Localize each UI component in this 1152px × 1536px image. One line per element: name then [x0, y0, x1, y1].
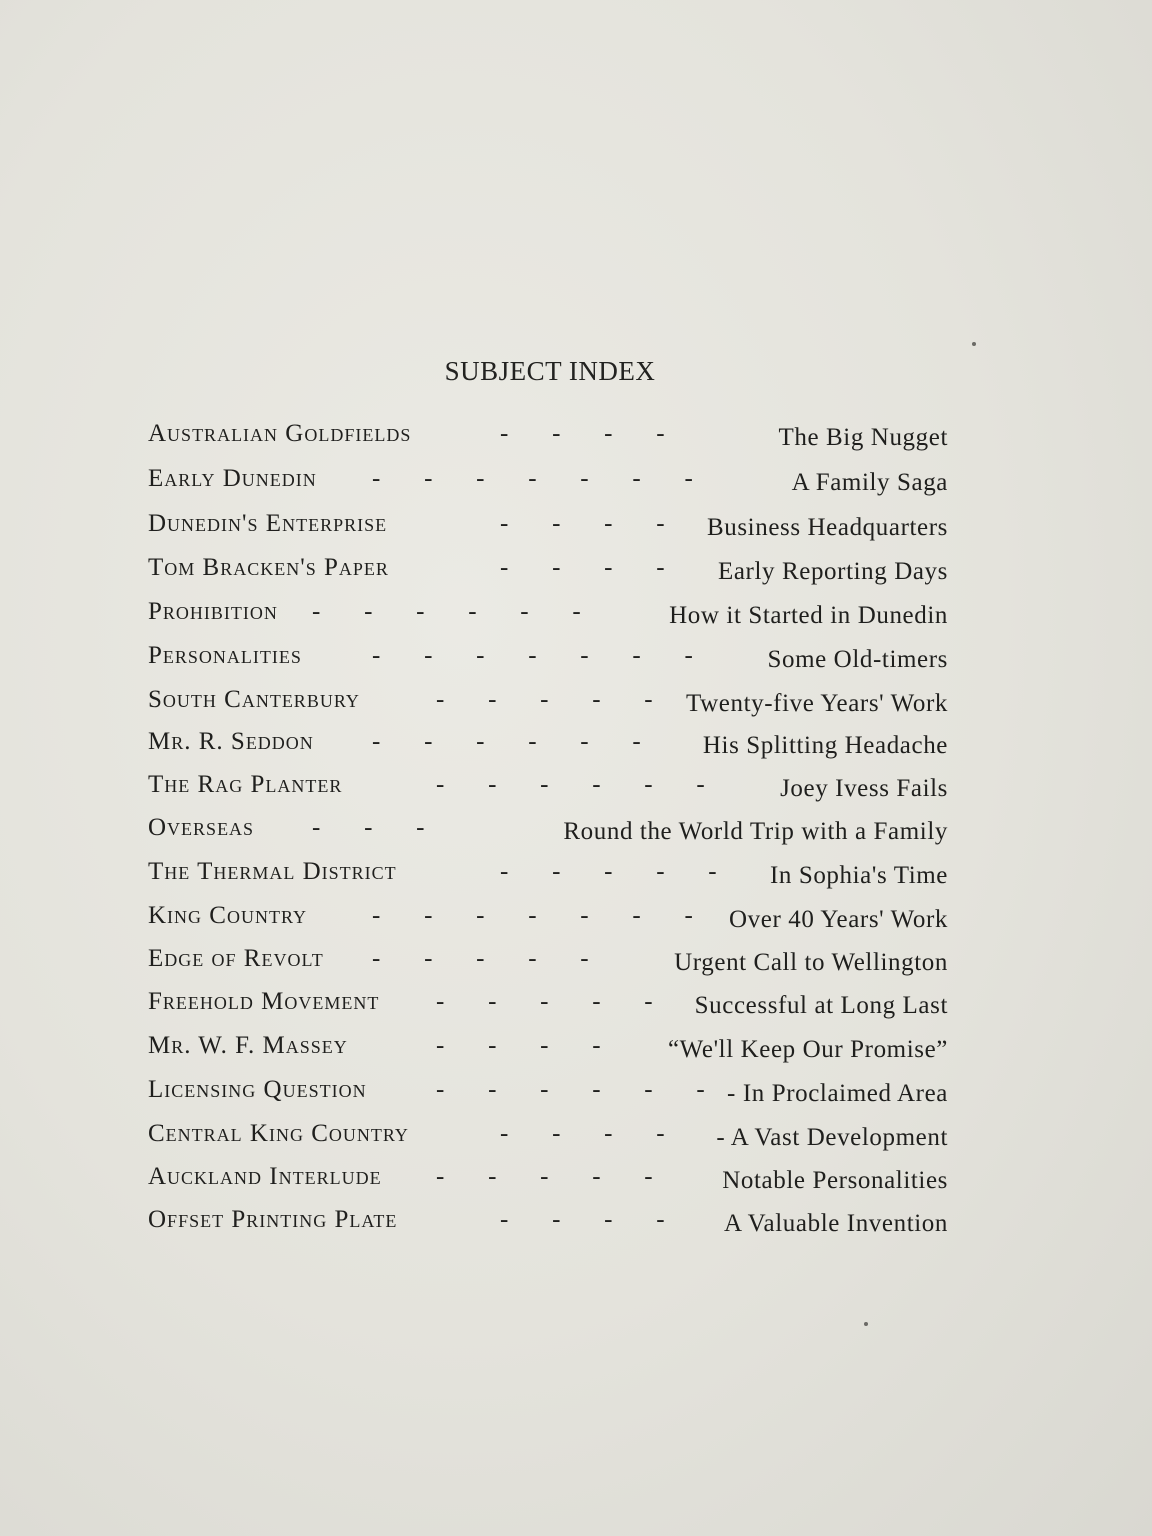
entry-description: - In Proclaimed Area: [727, 1080, 948, 1107]
entry-leader-dashes: - - - -: [500, 420, 665, 447]
entry-leader-dashes: - - - - - - -: [372, 465, 693, 492]
entry-description: The Big Nugget: [778, 424, 948, 451]
index-entry: [0, 598, 1152, 638]
entry-description: Notable Personalities: [722, 1167, 948, 1194]
paper-speck: [972, 342, 976, 346]
entry-description: Joey Ivess Fails: [780, 775, 948, 802]
entry-subject: Mr. R. Seddon: [148, 728, 314, 755]
entry-description: Round the World Trip with a Family: [563, 818, 948, 845]
entry-subject: South Canterbury: [148, 686, 360, 713]
entry-subject: The Rag Planter: [148, 771, 343, 798]
entry-leader-dashes: - - - - - -: [372, 728, 641, 755]
entry-subject: Auckland Interlude: [148, 1163, 382, 1190]
entry-description: How it Started in Dunedin: [669, 602, 948, 629]
index-entry: [0, 728, 1152, 768]
index-entry: [0, 945, 1152, 985]
index-entry: [0, 988, 1152, 1028]
entry-subject: King Country: [148, 902, 307, 929]
entry-leader-dashes: - - - - -: [436, 1163, 653, 1190]
index-entry: [0, 1120, 1152, 1160]
entry-subject: The Thermal District: [148, 858, 397, 885]
index-entry: [0, 420, 1152, 460]
entry-description: “We'll Keep Our Promise”: [667, 1036, 948, 1063]
paper-speck: [864, 1322, 868, 1326]
entry-description: Twenty-five Years' Work: [686, 690, 948, 717]
entry-description: In Sophia's Time: [769, 862, 948, 889]
entry-leader-dashes: - - - - -: [436, 686, 653, 713]
entry-leader-dashes: - - - -: [500, 1120, 665, 1147]
entry-leader-dashes: - - - - -: [436, 988, 653, 1015]
index-entry: [0, 858, 1152, 898]
entry-subject: Australian Goldfields: [148, 420, 412, 447]
entry-description: A Valuable Invention: [724, 1210, 948, 1237]
entry-subject: Edge of Revolt: [148, 945, 324, 972]
entry-leader-dashes: - - - - -: [372, 945, 589, 972]
entry-subject: Freehold Movement: [148, 988, 380, 1015]
entry-subject: Dunedin's Enterprise: [148, 510, 388, 537]
entry-subject: Central King Country: [148, 1120, 409, 1147]
entry-description: Business Headquarters: [706, 514, 948, 541]
entry-description: A Family Saga: [791, 469, 948, 496]
entry-subject: Prohibition: [148, 598, 278, 625]
index-entry: [0, 1032, 1152, 1072]
entry-leader-dashes: - - - -: [500, 554, 665, 581]
entry-leader-dashes: - - - - - -: [312, 598, 581, 625]
index-title: SUBJECT INDEX: [444, 356, 656, 386]
entry-subject: Licensing Question: [148, 1076, 367, 1103]
entry-leader-dashes: - - - -: [500, 510, 665, 537]
entry-description: His Splitting Headache: [702, 732, 948, 759]
entry-subject: Overseas: [148, 814, 255, 841]
entry-subject: Early Dunedin: [148, 465, 317, 492]
index-entry: [0, 554, 1152, 594]
index-entry: [0, 465, 1152, 505]
entry-leader-dashes: - - - - -: [500, 858, 717, 885]
index-entry: [0, 902, 1152, 942]
entry-subject: Tom Bracken's Paper: [148, 554, 389, 581]
entry-leader-dashes: - - - - - - -: [372, 902, 693, 929]
index-entry: [0, 771, 1152, 811]
entry-leader-dashes: - - - - - - -: [372, 642, 693, 669]
entry-description: Successful at Long Last: [694, 992, 948, 1019]
index-entry: [0, 1206, 1152, 1246]
index-entry: [0, 1163, 1152, 1203]
entry-description: Over 40 Years' Work: [729, 906, 948, 933]
entry-leader-dashes: - - - - - -: [436, 1076, 705, 1103]
entry-subject: Mr. W. F. Massey: [148, 1032, 348, 1059]
entry-leader-dashes: - - - -: [500, 1206, 665, 1233]
entry-subject: Personalities: [148, 642, 302, 669]
entry-description: Early Reporting Days: [717, 558, 948, 585]
index-entry: [0, 642, 1152, 682]
index-entry: [0, 686, 1152, 726]
entry-description: Urgent Call to Wellington: [674, 949, 948, 976]
index-entry: [0, 1076, 1152, 1116]
entry-subject: Offset Printing Plate: [148, 1206, 398, 1233]
index-entry: [0, 814, 1152, 854]
entry-description: Some Old-timers: [767, 646, 948, 673]
entry-leader-dashes: - - - -: [436, 1032, 601, 1059]
entry-description: - A Vast Development: [716, 1124, 948, 1151]
index-entry: [0, 510, 1152, 550]
entry-leader-dashes: - - - - - -: [436, 771, 705, 798]
entry-leader-dashes: - - -: [312, 814, 425, 841]
